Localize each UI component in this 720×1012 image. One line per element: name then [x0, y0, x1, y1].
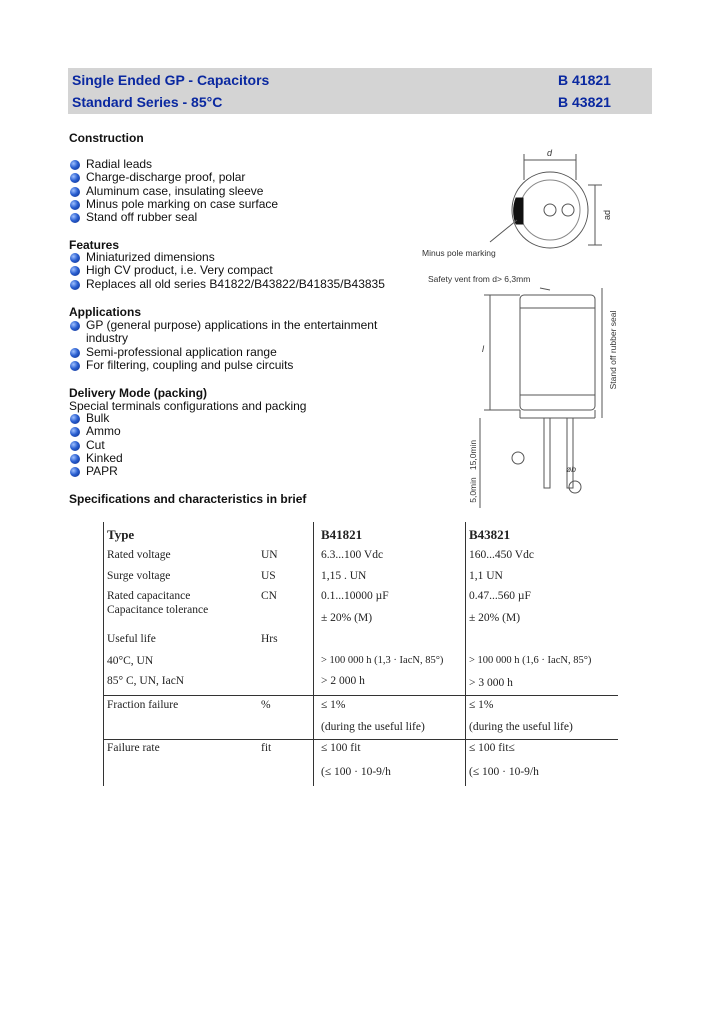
table-cell-b41: > 100 000 h (1,3 · IacN, 85°) — [321, 655, 444, 666]
table-col-divider — [313, 522, 314, 786]
table-cell-param: Failure rate — [107, 742, 160, 754]
list-item: Ammo — [69, 425, 123, 438]
table-cell-b43: 160...450 Vdc — [469, 549, 534, 561]
table-cell-b41: 1,15 . UN — [321, 570, 367, 582]
list-item: Stand off rubber seal — [69, 211, 278, 224]
bullet-icon — [70, 187, 80, 197]
dim-5-label: 5,0min — [468, 477, 478, 503]
list-item: Cut — [69, 439, 123, 452]
table-cell-b43: 0.47...560 µF — [469, 590, 531, 602]
list-item: High CV product, i.e. Very compact — [69, 264, 385, 277]
dim-15-label: 15,0min — [468, 439, 478, 471]
table-cell-unit: fit — [261, 742, 272, 754]
bullet-icon — [70, 213, 80, 223]
top-view-lead — [562, 204, 574, 216]
title-line-2: Standard Series - 85°C — [72, 94, 223, 110]
bullet-icon — [70, 253, 80, 263]
bullet-icon — [70, 266, 80, 276]
bullet-icon — [70, 160, 80, 170]
bullet-icon — [70, 361, 80, 371]
spec-table — [103, 522, 618, 786]
applications-list — [69, 319, 416, 372]
table-cell-b41: ≤ 100 fit — [321, 742, 361, 754]
table-header-b43: B43821 — [469, 527, 511, 542]
specs-title: Specifications and characteristics in brief — [69, 492, 307, 506]
features-list — [69, 251, 385, 291]
dim-ad-label: ad — [602, 209, 612, 220]
table-left-border — [103, 522, 104, 786]
table-cell-unit: US — [261, 570, 276, 582]
dim-l-label: l — [482, 344, 484, 354]
table-cell-unit: % — [261, 699, 271, 711]
minus-marking-stripe — [514, 198, 523, 224]
table-cell-b41: > 2 000 h — [321, 675, 365, 687]
vent-label: Safety vent from d> 6,3mm — [428, 274, 531, 284]
table-cell-param: Capacitance tolerance — [107, 604, 209, 616]
table-header-b41: B41821 — [321, 527, 363, 542]
list-item: Semi-professional application range — [69, 346, 416, 359]
table-cell-unit: Hrs — [261, 633, 278, 645]
top-view-lead — [544, 204, 556, 216]
table-cell-param: 40°C, UN — [107, 655, 154, 667]
table-cell-b41-note: (during the useful life) — [321, 721, 425, 733]
lead-left — [544, 418, 550, 488]
list-item: Charge-discharge proof, polar — [69, 171, 278, 184]
table-cell-param: Fraction failure — [107, 699, 179, 711]
vent-leader — [540, 288, 550, 290]
table-cell-b43: ≤ 1% — [469, 699, 494, 711]
bullet-icon — [70, 280, 80, 290]
table-cell-b41: 0.1...10000 µF — [321, 590, 389, 602]
minus-leader — [490, 220, 517, 242]
features-title: Features — [69, 238, 120, 252]
bullet-icon — [70, 321, 80, 331]
capacitor-drawing — [420, 140, 620, 510]
table-col-divider — [465, 522, 466, 786]
delivery-subtitle: Special terminals configurations and packing — [69, 399, 307, 413]
applications-title: Applications — [69, 305, 142, 319]
list-item: GP (general purpose) applications in the entertainment industry — [69, 319, 416, 346]
table-cell-param: Rated voltage — [107, 549, 171, 561]
side-view-body — [520, 295, 595, 410]
seal-label: Stand off rubber seal — [608, 310, 618, 390]
table-cell-b43-note: (during the useful life) — [469, 721, 573, 733]
delivery-list — [69, 412, 123, 478]
table-row-divider — [103, 695, 618, 696]
table-cell-b41: 6.3...100 Vdc — [321, 549, 384, 561]
list-item: Replaces all old series B41822/B43822/B41835/B43835 — [69, 278, 385, 291]
list-item: Aluminum case, insulating sleeve — [69, 185, 278, 198]
list-item: Kinked — [69, 452, 123, 465]
list-item: Bulk — [69, 412, 123, 425]
table-cell-unit: UN — [261, 549, 278, 561]
header-band — [68, 68, 652, 114]
bullet-icon — [70, 414, 80, 424]
table-cell-b43-note: (≤ 100 · 10-9/h — [469, 766, 539, 778]
table-cell-b41-note: (≤ 100 · 10-9/h — [321, 766, 391, 778]
part-code-1: B 41821 — [558, 72, 611, 88]
title-line-1: Single Ended GP - Capacitors — [72, 72, 270, 88]
list-item: Miniaturized dimensions — [69, 251, 385, 264]
table-row-divider — [103, 739, 618, 740]
dim-b-label: øb — [566, 464, 576, 474]
detail-marker-1 — [512, 452, 524, 464]
construction-title: Construction — [69, 131, 144, 145]
table-cell-unit: CN — [261, 590, 277, 602]
bullet-icon — [70, 454, 80, 464]
table-cell-b43: > 100 000 h (1,6 · IacN, 85°) — [469, 655, 592, 666]
table-cell-b43: > 3 000 h — [469, 677, 513, 689]
bullet-icon — [70, 348, 80, 358]
list-item: Radial leads — [69, 158, 278, 171]
bullet-icon — [70, 173, 80, 183]
lead-right — [567, 418, 573, 488]
dim-d-label: d — [547, 148, 553, 158]
table-cell-b43: ≤ 100 fit≤ — [469, 742, 515, 754]
table-cell-b43: 1,1 UN — [469, 570, 503, 582]
bullet-icon — [70, 467, 80, 477]
detail-marker-2 — [569, 481, 581, 493]
minus-pole-label: Minus pole marking — [422, 248, 496, 258]
table-cell-param: 85° C, UN, IacN — [107, 675, 185, 687]
table-cell-b41: ± 20% (M) — [321, 612, 373, 624]
delivery-title: Delivery Mode (packing) — [69, 386, 208, 400]
list-item: Minus pole marking on case surface — [69, 198, 278, 211]
table-cell-b41: ≤ 1% — [321, 699, 346, 711]
list-item: For filtering, coupling and pulse circuits — [69, 359, 416, 372]
table-cell-param: Rated capacitance — [107, 590, 191, 602]
table-cell-param: Useful life — [107, 633, 156, 645]
table-cell-param: Surge voltage — [107, 570, 171, 582]
bullet-icon — [70, 427, 80, 437]
top-view-inner-circle — [520, 180, 580, 240]
construction-list — [69, 158, 278, 224]
table-cell-b43: ± 20% (M) — [469, 612, 521, 624]
bullet-icon — [70, 441, 80, 451]
part-code-2: B 43821 — [558, 94, 611, 110]
bullet-icon — [70, 200, 80, 210]
table-header-type: Type — [107, 527, 135, 542]
list-item: PAPR — [69, 465, 123, 478]
